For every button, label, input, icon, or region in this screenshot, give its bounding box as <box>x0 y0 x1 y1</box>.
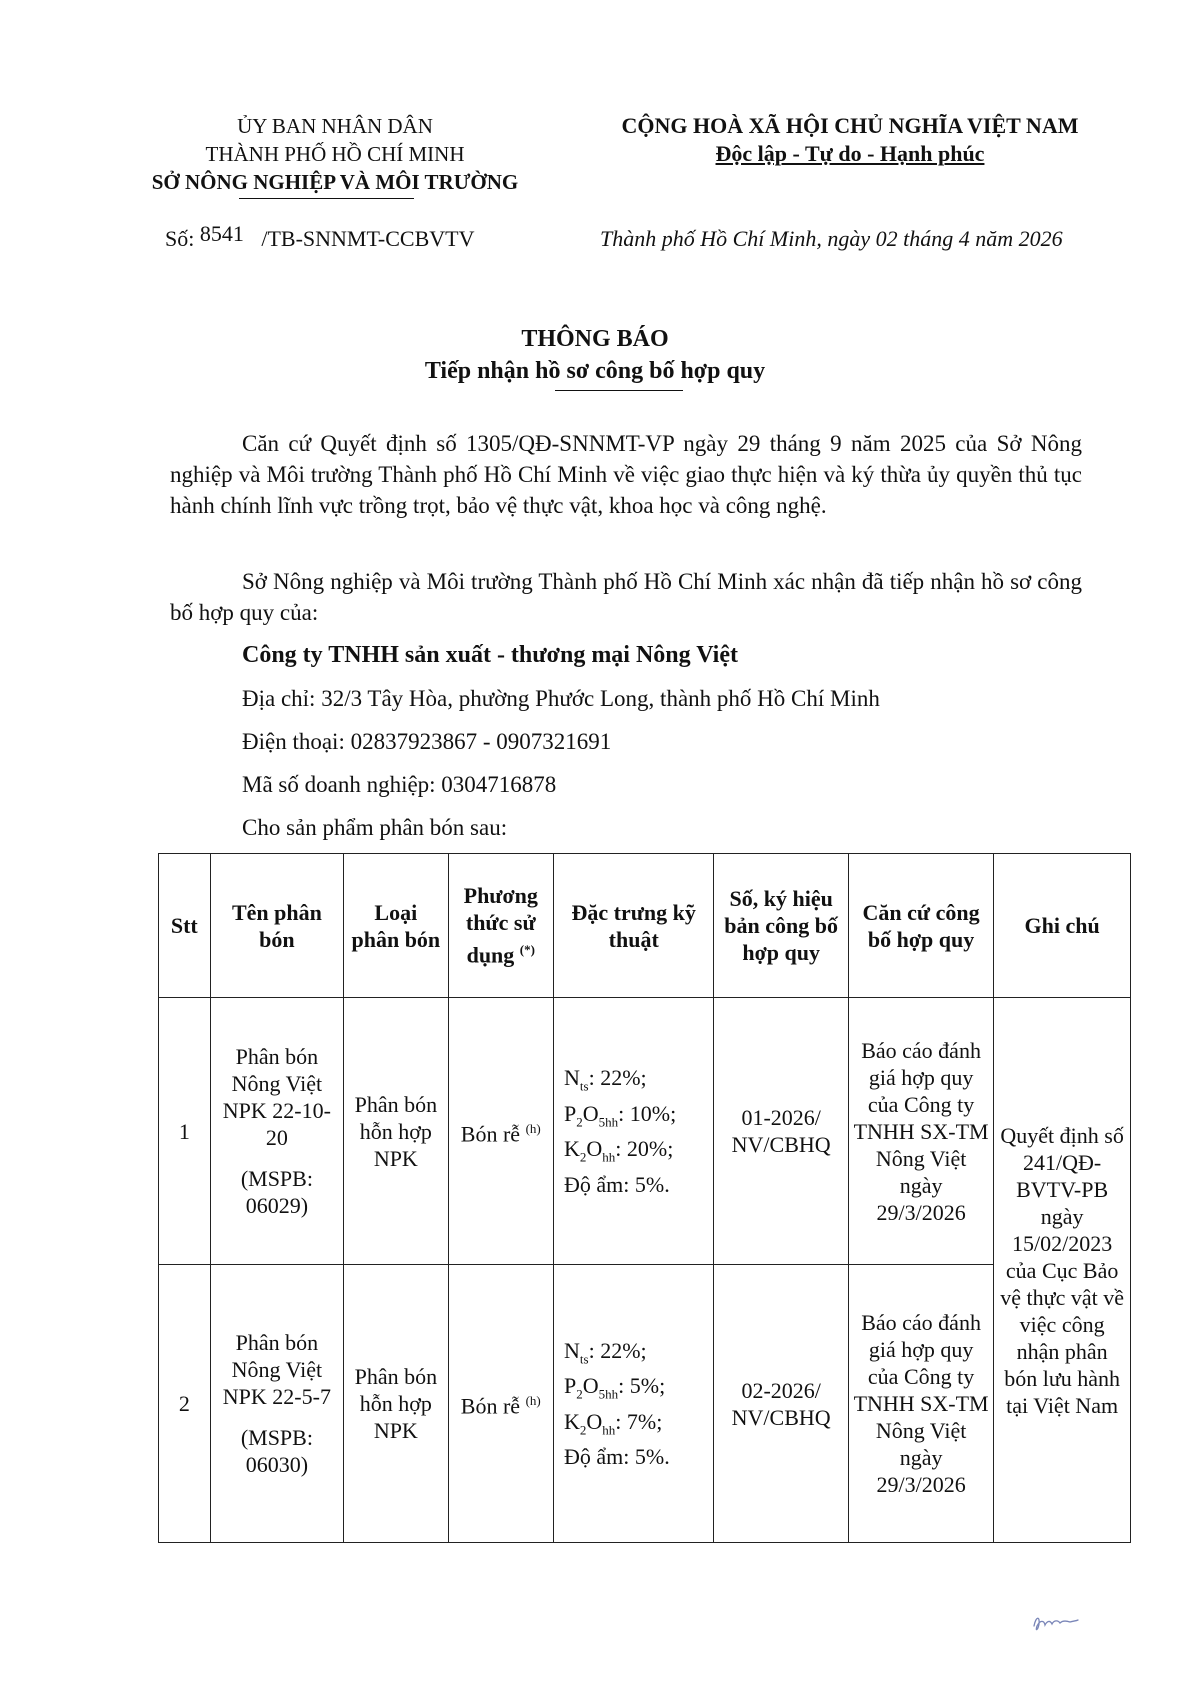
row-number: 01-2026/ NV/CBHQ <box>714 998 849 1265</box>
spec-p: $P_2O_{5hh}$: 10%; <box>564 1100 677 1130</box>
table-row <box>159 1265 1131 1543</box>
table-header-row <box>159 854 1131 998</box>
spec-moisture: Độ ẩm: 5%. <box>564 1444 670 1470</box>
number-value: 8541 <box>199 221 244 246</box>
header-name: Tên phân bón <box>210 854 343 998</box>
document-title: THÔNG BÁO <box>521 326 669 352</box>
header-number: Số, ký hiệu bản công bố hợp quy <box>714 854 849 998</box>
spec-n: $N_{ts}$: 22%; <box>564 1337 647 1367</box>
authority-line-3: SỞ NÔNG NGHIỆP VÀ MÔI TRƯỜNG <box>151 170 519 194</box>
country-name: CỘNG HOÀ XÃ HỘI CHỦ NGHĨA VIỆT NAM <box>621 113 1079 138</box>
header-method-note: (*) <box>519 942 535 958</box>
row-stt: 2 <box>159 1265 211 1543</box>
header-basis: Căn cứ công bố hợp quy <box>848 854 993 998</box>
number-label: Số: <box>165 226 195 251</box>
spec-moisture: Độ ẩm: 5%. <box>564 1171 670 1197</box>
row-tech <box>554 1265 714 1543</box>
company-tax-code: Mã số doanh nghiệp: 0304716878 <box>242 772 557 797</box>
row-basis: Báo cáo đánh giá hợp quy của Công ty TNHH SX-TM Nông Việt ngày 29/3/2026 <box>848 1265 993 1543</box>
header-type: Loại phân bón <box>344 854 448 998</box>
spec-n: $N_{ts}$: 22%; <box>564 1065 647 1094</box>
paragraph-basis <box>170 428 1082 521</box>
product-code: (MSPB: 06030) <box>240 1425 313 1477</box>
method-text: Bón rễ <box>460 1393 521 1419</box>
authority-line-2: THÀNH PHỐ HỒ CHÍ MINH <box>205 142 465 166</box>
header-tech: Đặc trưng kỹ thuật <box>554 854 714 998</box>
row-name <box>210 998 343 1265</box>
title-underline <box>555 390 683 391</box>
product-name: Phân bón Nông Việt NPK 22-5-7 <box>222 1330 331 1409</box>
row-tech <box>554 998 714 1265</box>
row-number: 02-2026/ NV/CBHQ <box>714 1265 849 1543</box>
national-header <box>570 112 1130 168</box>
authority-line-1: ỦY BAN NHÂN DÂN <box>237 114 433 138</box>
document-number <box>165 221 475 252</box>
product-name: Phân bón Nông Việt NPK 22-10-20 <box>222 1044 331 1150</box>
row-type: Phân bón hỗn hợp NPK <box>344 998 448 1265</box>
method-note: (h) <box>525 1393 541 1409</box>
row-name <box>210 1265 343 1543</box>
national-motto: Độc lập - Tự do - Hạnh phúc <box>715 141 985 166</box>
company-name: Công ty TNHH sản xuất - thương mại Nông Việt <box>242 642 738 668</box>
header-method-text: Phương thức sử dụng <box>463 883 538 968</box>
row-stt: 1 <box>159 998 211 1265</box>
row-basis: Báo cáo đánh giá hợp quy của Công ty TNHH SX-TM Nông Việt ngày 29/3/2026 <box>848 998 993 1265</box>
issuing-authority <box>110 112 560 196</box>
number-suffix: /TB-SNNMT-CCBVTV <box>261 226 475 251</box>
document-subtitle: Tiếp nhận hồ sơ công bố hợp quy <box>424 358 766 384</box>
method-text: Bón rễ <box>460 1121 521 1147</box>
spec-p: $P_2O_{5hh}$: 5%; <box>564 1373 666 1402</box>
header-method <box>448 854 553 998</box>
handwritten-initial <box>1030 1612 1080 1634</box>
row-method <box>448 998 553 1265</box>
spec-k: $K_2O_{hh}$: 7%; <box>564 1408 663 1438</box>
document-date: Thành phố Hồ Chí Minh, ngày 02 tháng 4 năm 2026 <box>600 226 1063 251</box>
paragraph-confirmation <box>170 566 1082 628</box>
header-note: Ghi chú <box>994 854 1131 998</box>
company-phone: Điện thoại: 02837923867 - 0907321691 <box>242 729 612 754</box>
row-method <box>448 1265 553 1543</box>
spec-k: $K_2O_{hh}$: 20%; <box>564 1136 674 1165</box>
row-type: Phân bón hỗn hợp NPK <box>344 1265 448 1543</box>
products-intro: Cho sản phẩm phân bón sau: <box>242 815 508 840</box>
header-stt: Stt <box>159 854 211 998</box>
document-title-block <box>0 323 1190 387</box>
method-note: (h) <box>525 1120 541 1136</box>
table-row <box>159 998 1131 1265</box>
product-code: (MSPB: 06029) <box>240 1166 313 1218</box>
paragraph-basis-text: Căn cứ Quyết định số 1305/QĐ-SNNMT-VP ngày 29 tháng 9 năm 2025 của Sở Nông nghiệp và Môi trường Thành phố Hồ Chí Minh về việc giao thực hiện và ký thừa ủy quyền thủ tục hành chính lĩnh vực trồng trọt, bảo vệ thực vật, khoa học và công nghệ. <box>170 431 1082 518</box>
row-note: Quyết định số 241/QĐ-BVTV-PB ngày 15/02/2023 của Cục Bảo vệ thực vật về việc công nhận phân bón lưu hành tại Việt Nam <box>994 998 1131 1543</box>
paragraph-confirmation-text: Sở Nông nghiệp và Môi trường Thành phố Hồ Chí Minh xác nhận đã tiếp nhận hồ sơ công bố hợp quy của: <box>170 569 1082 625</box>
company-address: Địa chỉ: 32/3 Tây Hòa, phường Phước Long, thành phố Hồ Chí Minh <box>242 686 880 711</box>
authority-underline <box>239 198 414 199</box>
fertilizer-table <box>158 853 1131 1543</box>
